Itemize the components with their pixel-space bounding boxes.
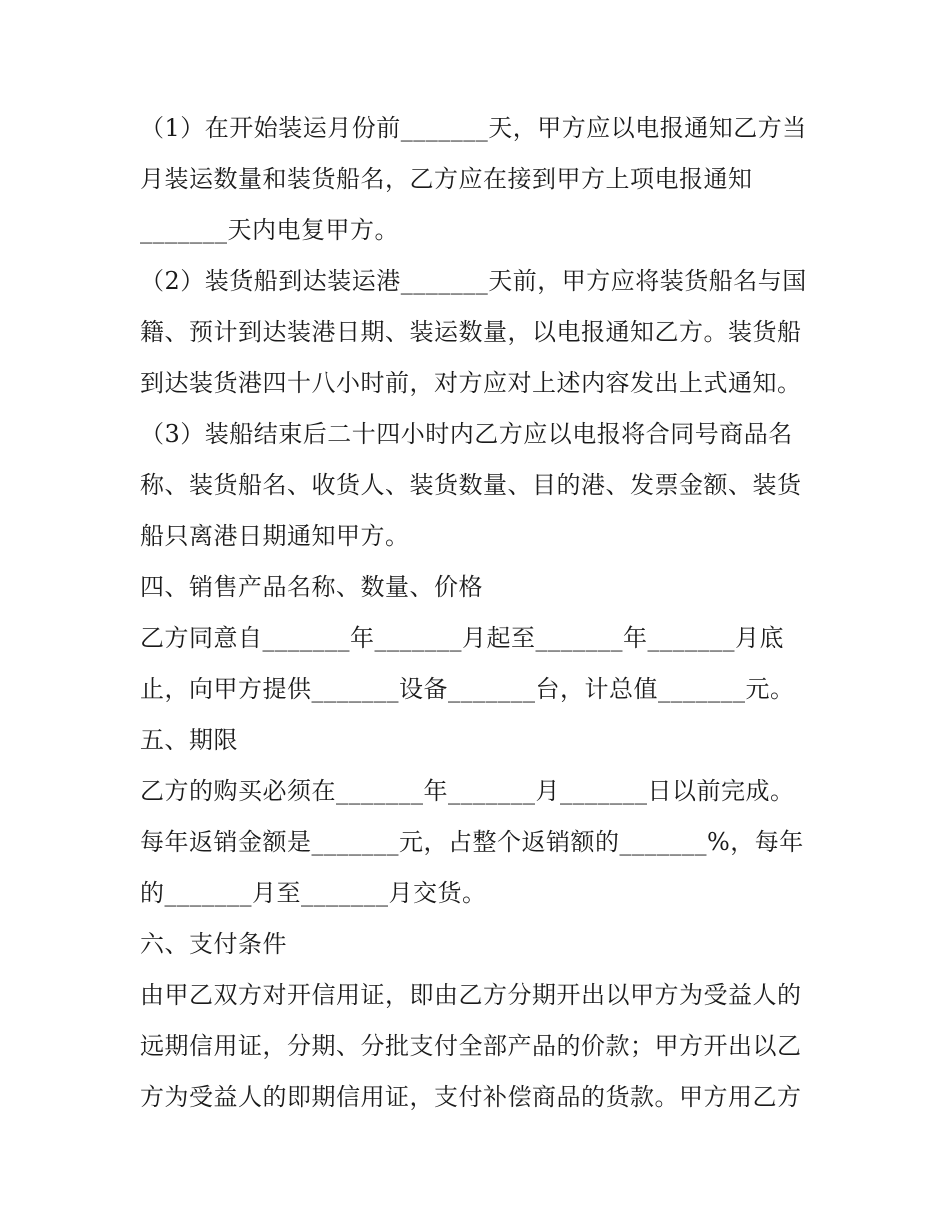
section-4-line-2: 止，向甲方提供_______设备_______台，计总值_______元。 bbox=[140, 675, 795, 703]
clause-1-line-3: _______天内电复甲方。 bbox=[140, 216, 399, 244]
section-4-heading: 四、销售产品名称、数量、价格 bbox=[140, 573, 483, 601]
clause-3-line-3: 船只离港日期通知甲方。 bbox=[140, 522, 410, 550]
clause-3-line-1: （3）装船结束后二十四小时内乙方应以电报将合同号商品名 bbox=[140, 420, 793, 448]
section-5-line-2: 每年返销金额是_______元，占整个返销额的_______%，每年 bbox=[140, 828, 804, 856]
section-6-line-2: 远期信用证，分期、分批支付全部产品的价款；甲方开出以乙 bbox=[140, 1032, 802, 1060]
section-4-line-1: 乙方同意自_______年_______月起至_______年_______月底 bbox=[140, 624, 784, 652]
clause-3-line-2: 称、装货船名、收货人、装货数量、目的港、发票金额、装货 bbox=[140, 471, 802, 499]
section-6-line-1: 由甲乙双方对开信用证，即由乙方分期开出以甲方为受益人的 bbox=[140, 981, 802, 1009]
document-body bbox=[140, 103, 820, 1123]
section-5-line-3: 的_______月至_______月交货。 bbox=[140, 879, 487, 907]
clause-2-line-3: 到达装货港四十八小时前，对方应对上述内容发出上式通知。 bbox=[140, 369, 802, 397]
clause-2-line-2: 籍、预计到达装港日期、装运数量，以电报通知乙方。装货船 bbox=[140, 318, 802, 346]
clause-1-line-2: 月装运数量和装货船名，乙方应在接到甲方上项电报通知 bbox=[140, 165, 753, 193]
section-5-line-1: 乙方的购买必须在_______年_______月_______日以前完成。 bbox=[140, 777, 795, 805]
clause-2-line-1: （2）装货船到达装运港_______天前，甲方应将装货船名与国 bbox=[140, 267, 807, 295]
section-5-heading: 五、期限 bbox=[140, 726, 238, 754]
section-6-line-3: 方为受益人的即期信用证，支付补偿商品的货款。甲方用乙方 bbox=[140, 1083, 802, 1111]
section-6-heading: 六、支付条件 bbox=[140, 930, 287, 958]
clause-1-line-1: （1）在开始装运月份前_______天，甲方应以电报通知乙方当 bbox=[140, 114, 807, 142]
